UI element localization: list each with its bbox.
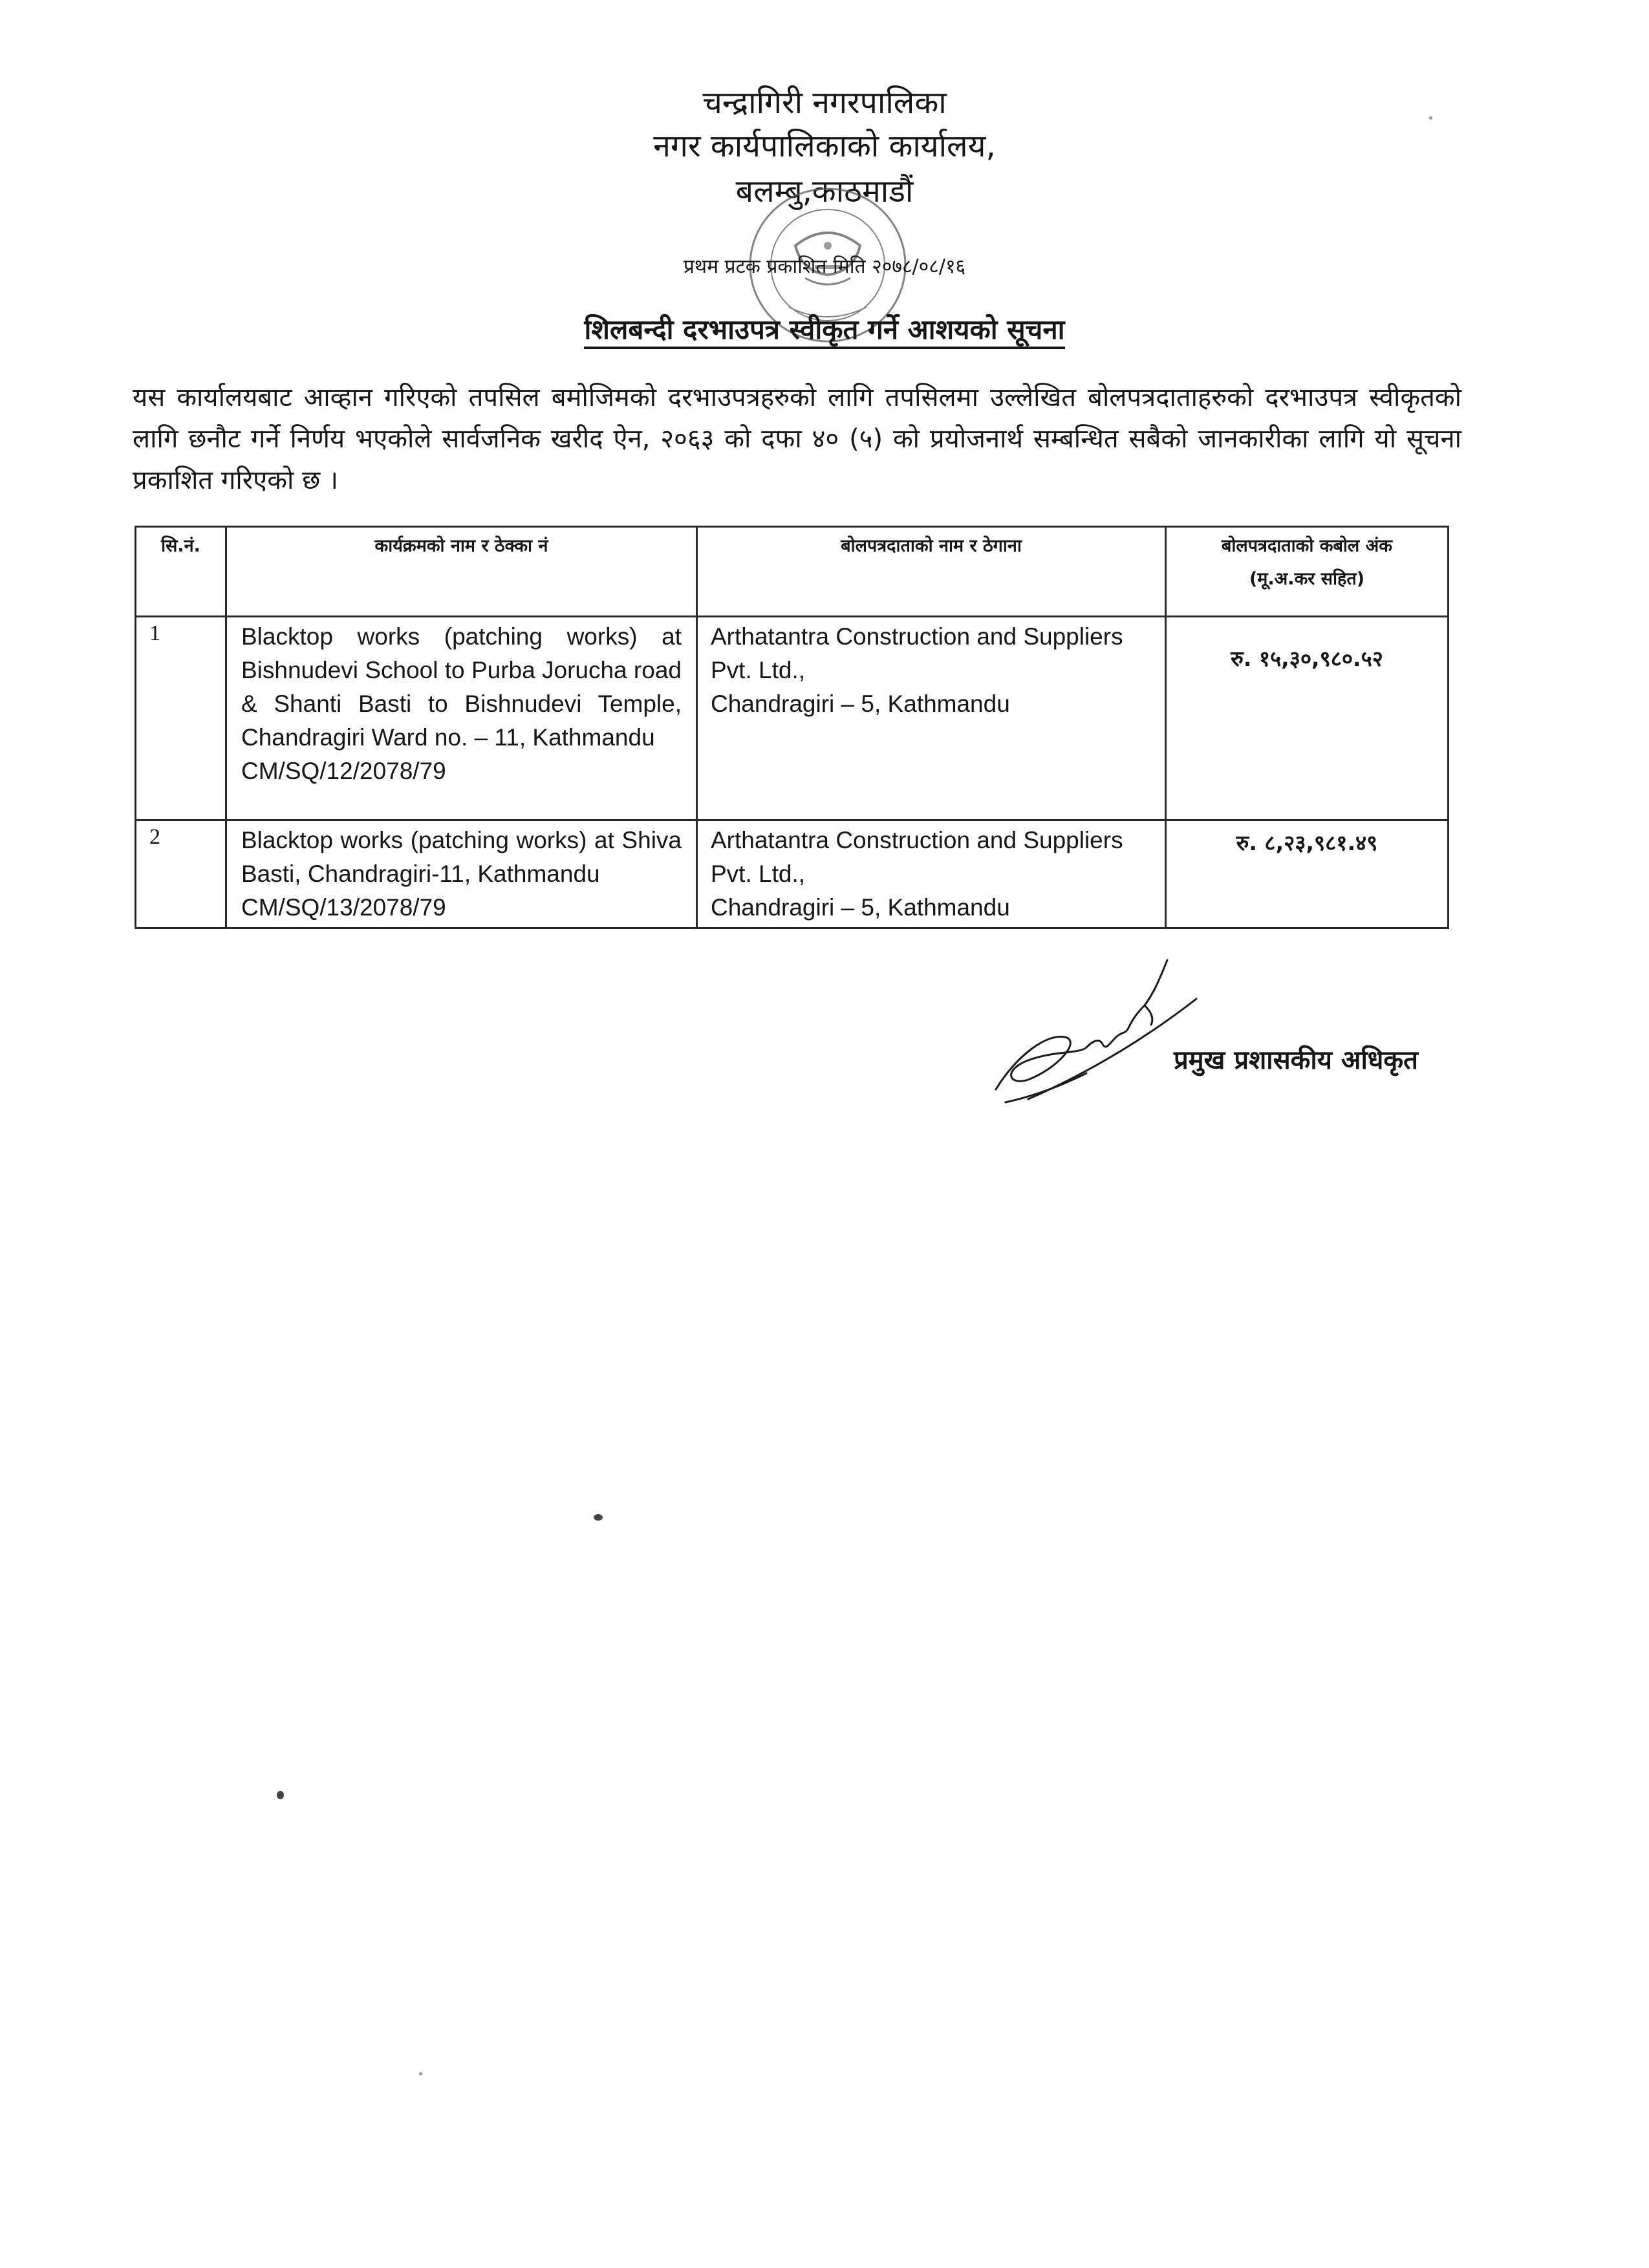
row-program-name: Blacktop works (patching works) at Bishnudevi School to Purba Jorucha road & Shanti Basti to Bishnudevi Temple, Chandragiri Ward no. – 11, Kathmandu [241, 623, 682, 751]
row-bidder [697, 820, 1166, 928]
header-bidder-name: बोलपत्रदाताको नाम र ठेगाना [697, 527, 1166, 617]
office-name: नगर कार्यपालिकाको कार्यालय, [653, 128, 996, 164]
row-bid-amount: रु. १५,३०,९८०.५२ [1166, 617, 1449, 820]
row-bidder-name: Arthatantra Construction and Suppliers Pvt. Ltd., [711, 827, 1123, 887]
publish-date: प्रथम प्रटक प्रकाशित मिति २०७८/०८/१६ [683, 255, 966, 278]
scan-speck [277, 1791, 284, 1799]
row-bidder-address: Chandragiri – 5, Kathmandu [711, 894, 1010, 921]
header-serial-number: सि.नं. [136, 527, 226, 617]
tender-table [135, 526, 1449, 929]
row-bidder-name: Arthatantra Construction and Suppliers Pvt. Ltd., [711, 623, 1123, 683]
row-bidder [697, 617, 1166, 820]
row-program [226, 617, 697, 820]
row-bid-amount: रु. ८,२३,९८१.४९ [1166, 820, 1449, 928]
row-bidder-address: Chandragiri – 5, Kathmandu [711, 690, 1010, 717]
intro-paragraph: यस कार्यालयबाट आव्हान गरिएको तपसिल बमोजिमको दरभाउपत्रहरुको लागि तपसिलमा उल्लेखित बोलपत्रदाताहरुको दरभाउपत्र स्वीकृतको लागि छनौट गर्ने निर्णय भएकोले सार्वजनिक खरीद ऐन, २०६३ को दफा ४० (५) को प्रयोजनार्थ सम्बन्धित सबैको जानकारीका लागि यो सूचना प्रकाशित गरिएको छ । [133, 383, 1461, 495]
row-serial-number: 2 [136, 820, 226, 928]
scan-speck [419, 2072, 422, 2075]
notice-title-text: शिलबन्दी दरभाउपत्र स्वीकृत गर्ने आशयको सूचना [584, 314, 1064, 349]
signatory-title: प्रमुख प्रशासकीय अधिकृत [1174, 1045, 1418, 1075]
table-row [136, 820, 1449, 928]
row-program-name: Blacktop works (patching works) at Shiva Basti, Chandragiri-11, Kathmandu [241, 827, 682, 887]
scan-speck [594, 1514, 603, 1521]
municipality-name: चन्द्रागिरी नगरपालिका [702, 85, 947, 121]
office-location: बलम्बु,काठमाडौं [735, 173, 914, 209]
header-bid-amount [1166, 527, 1449, 617]
handwritten-signature-icon [989, 941, 1203, 1115]
row-contract-number: CM/SQ/13/2078/79 [241, 894, 446, 921]
row-contract-number: CM/SQ/12/2078/79 [241, 758, 446, 784]
notice-title [0, 310, 1649, 347]
header-program-name: कार्यक्रमको नाम र ठेक्का नं [226, 527, 697, 617]
row-serial-number: 1 [136, 617, 226, 820]
header-bid-amount-line1: बोलपत्रदाताको कबोल अंक [1221, 536, 1392, 556]
header-bid-amount-line2: (मू.अ.कर सहित) [1249, 569, 1365, 589]
table-header-row [136, 527, 1449, 617]
row-program [226, 820, 697, 928]
table-row [136, 617, 1449, 820]
scan-speck [1429, 116, 1432, 120]
